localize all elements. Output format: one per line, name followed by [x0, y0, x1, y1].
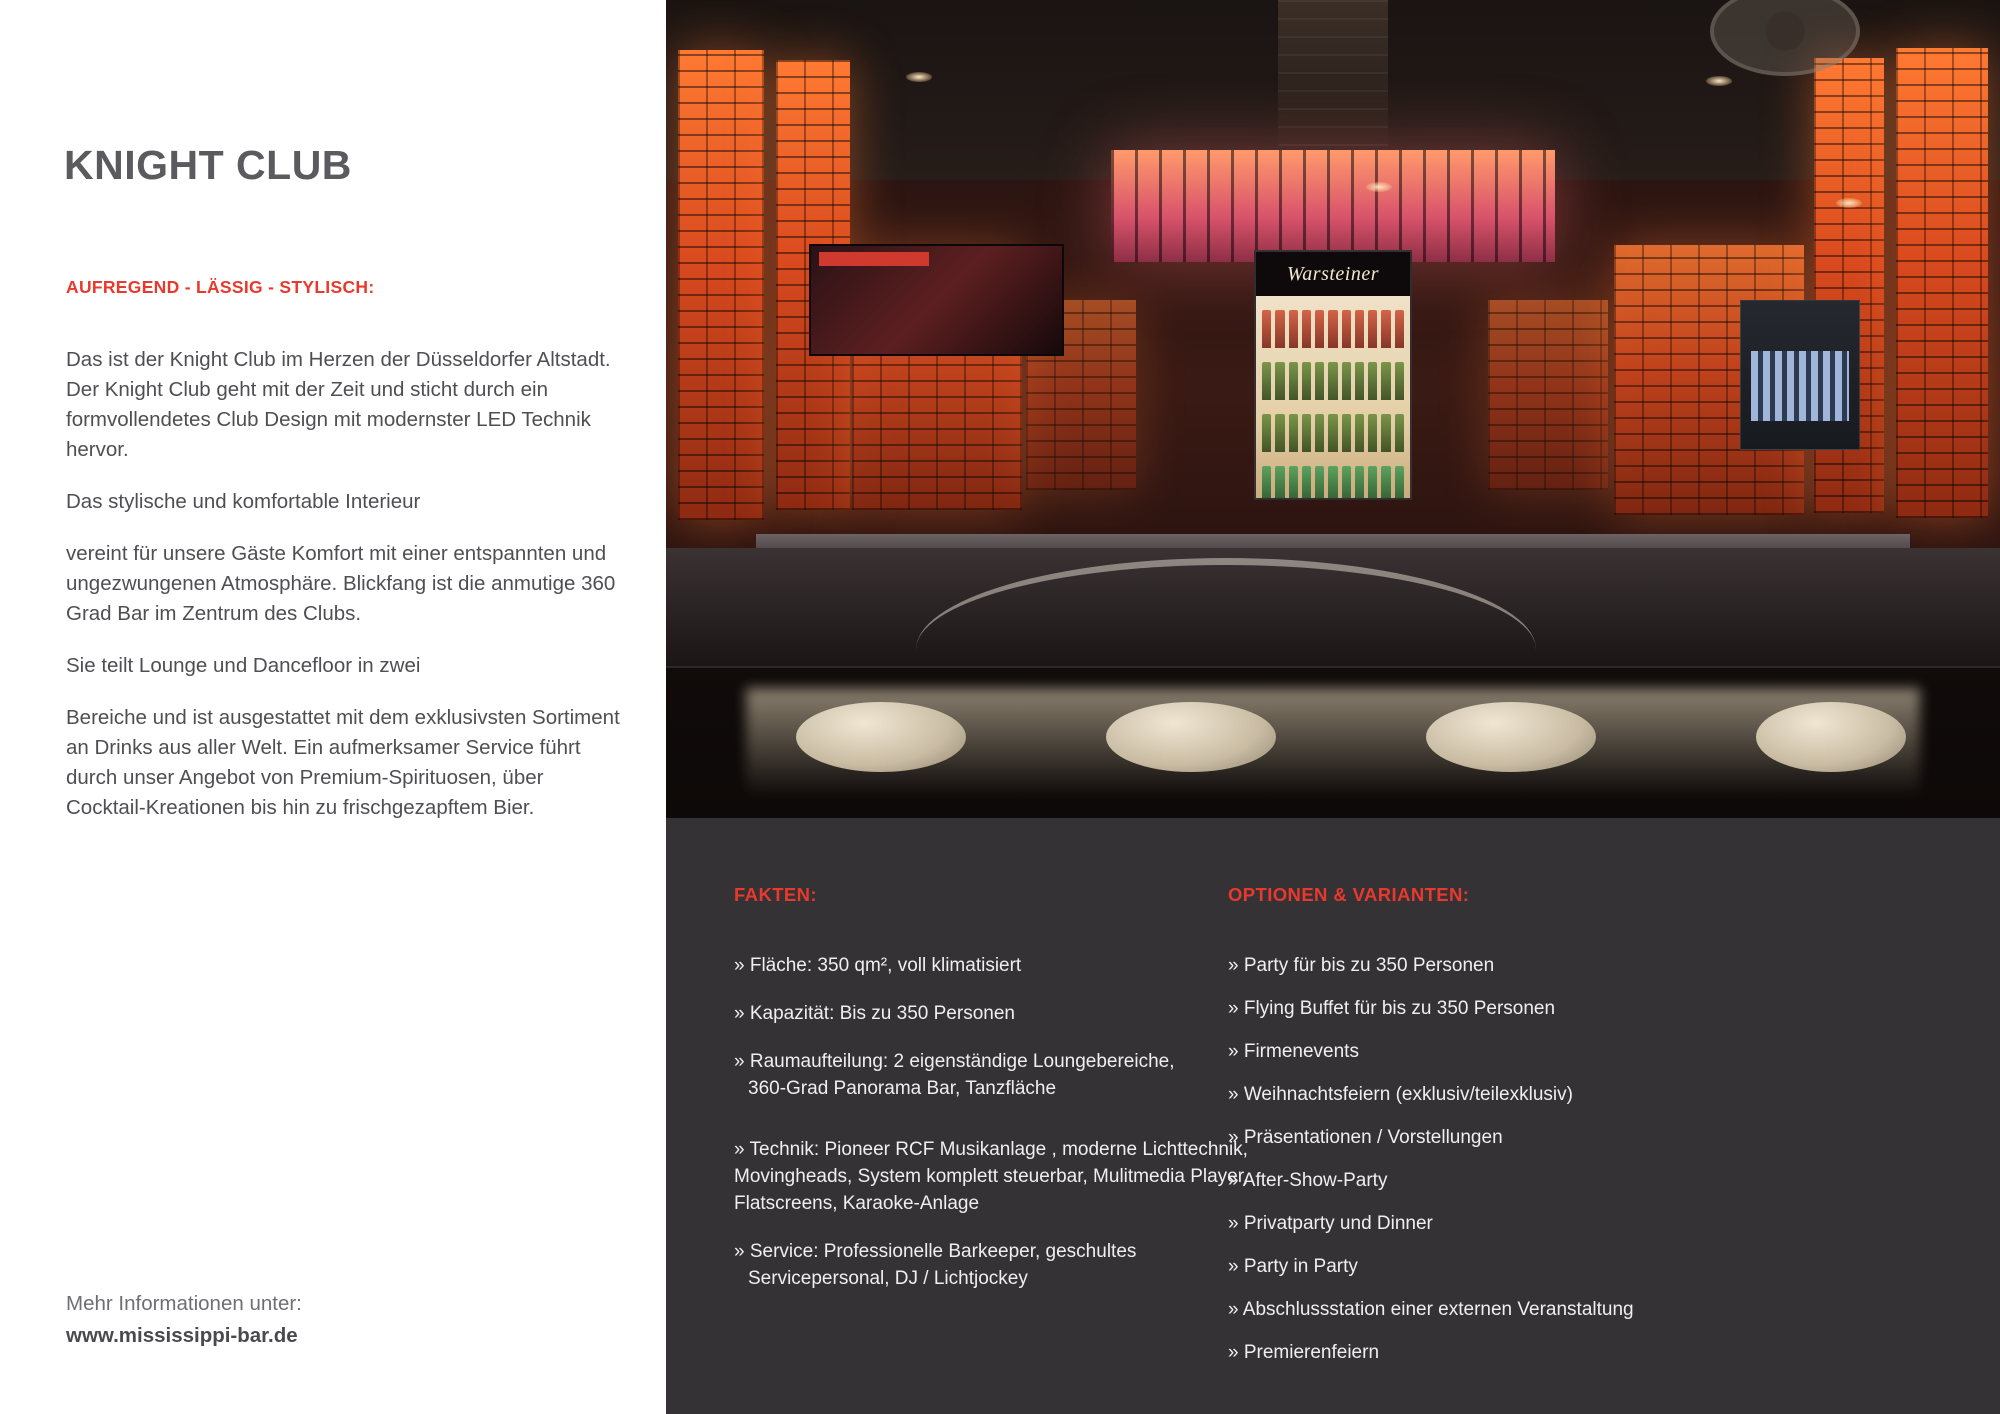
- list-item: » Fläche: 350 qm², voll klimatisiert: [734, 955, 1022, 976]
- facts-list: [734, 952, 1294, 1292]
- options-column: [1228, 884, 1848, 1382]
- footer-label: Mehr Informationen unter:: [66, 1292, 302, 1315]
- spotlight: [906, 72, 932, 82]
- facts-panel: [666, 818, 2000, 1414]
- ceiling-light-panel: [1111, 150, 1555, 262]
- bottle-shelf: [1262, 408, 1404, 452]
- body-copy: [66, 345, 626, 845]
- bottle-shelf: [1262, 460, 1404, 500]
- bar-stool: [1756, 702, 1906, 772]
- brick-light-panel: [1488, 300, 1608, 490]
- page-title: KNIGHT CLUB: [64, 142, 352, 188]
- website-link[interactable]: www.mississippi-bar.de: [66, 1324, 298, 1347]
- brick-light-panel: [678, 50, 764, 520]
- options-heading: OPTIONEN & VARIANTEN:: [1228, 884, 1470, 905]
- list-item: » After-Show-Party: [1228, 1170, 1388, 1191]
- list-item: » Firmenevents: [1228, 1041, 1359, 1062]
- spotlight: [1706, 76, 1732, 86]
- left-text-column: [0, 0, 666, 1414]
- brick-light-panel: [1896, 48, 1988, 518]
- list-item: » Kapazität: Bis zu 350 Personen: [734, 1003, 1015, 1024]
- list-item: » Abschlussstation einer externen Veranstaltung: [1228, 1299, 1634, 1320]
- list-item: » Privatparty und Dinner: [1228, 1213, 1433, 1234]
- ceiling-beam: [1278, 0, 1388, 150]
- list-item-line: » Raumaufteilung: 2 eigenständige Loungebereiche,: [734, 1051, 1175, 1072]
- list-item: [734, 1238, 1294, 1292]
- footer-contact: [66, 1288, 302, 1352]
- bar-stool: [796, 702, 966, 772]
- paragraph-4: Sie teilt Lounge und Dancefloor in zwei: [66, 654, 421, 677]
- spotlight: [1836, 198, 1862, 208]
- list-item-line: » Service: Professionelle Barkeeper, geschultes: [734, 1241, 1137, 1262]
- paragraph-3: vereint für unsere Gäste Komfort mit einer entspannten und ungezwungenen Atmosphäre. Blickfang ist die anmutige 360 Grad Bar im Zentrum des Clubs.: [66, 542, 616, 625]
- bar-stool: [1106, 702, 1276, 772]
- list-item: » Premierenfeiern: [1228, 1342, 1380, 1363]
- list-item-line-cont: 360-Grad Panorama Bar, Tanzfläche: [748, 1078, 1057, 1099]
- options-list: [1228, 952, 1848, 1366]
- wall-screen: [809, 244, 1064, 356]
- bar-stool: [1426, 702, 1596, 772]
- club-interior-photo: [666, 0, 2000, 818]
- list-item: » Party in Party: [1228, 1256, 1358, 1277]
- spotlight: [1366, 182, 1392, 192]
- paragraph-1: Das ist der Knight Club im Herzen der Düsseldorfer Altstadt. Der Knight Club geht mit der Zeit und sticht durch ein formvollendetes Club Design mit modernster LED Technik hervor.: [66, 348, 611, 461]
- cooler-unit: [1740, 300, 1860, 450]
- list-item: » Technik: Pioneer RCF Musikanlage , moderne Lichttechnik, Movingheads, System komplett steuerbar, Mulitmedia Player, Flatscreens, Karaoke-Anlage: [734, 1139, 1249, 1214]
- list-item: » Weihnachtsfeiern (exklusiv/teilexklusiv): [1228, 1084, 1573, 1105]
- fridge-shelves: [1256, 296, 1410, 500]
- list-item: » Präsentationen / Vorstellungen: [1228, 1127, 1503, 1148]
- bottle-shelf: [1262, 356, 1404, 400]
- list-item: » Party für bis zu 350 Personen: [1228, 955, 1495, 976]
- paragraph-5: Bereiche und ist ausgestattet mit dem exklusivsten Sortiment an Drinks aus aller Welt. Ein aufmerksamer Service führt durch unser Angebot von Premium-Spirituosen, über Cocktail-Kreationen bis hin zu frischgezapftem Bier.: [66, 706, 620, 819]
- list-item: » Flying Buffet für bis zu 350 Personen: [1228, 998, 1556, 1019]
- bottle-shelf: [1262, 304, 1404, 348]
- facts-column: [734, 884, 1294, 1313]
- fridge-brand-label: Warsteiner: [1256, 252, 1410, 296]
- facts-heading: FAKTEN:: [734, 884, 817, 905]
- subtitle: AUFREGEND - LÄSSIG - STYLISCH:: [66, 277, 375, 297]
- list-item-line-cont: Servicepersonal, DJ / Lichtjockey: [748, 1268, 1028, 1289]
- beverage-fridge: [1254, 250, 1412, 500]
- list-item: [734, 1048, 1294, 1102]
- right-column: [666, 0, 2000, 1414]
- paragraph-2: Das stylische und komfortable Interieur: [66, 490, 421, 513]
